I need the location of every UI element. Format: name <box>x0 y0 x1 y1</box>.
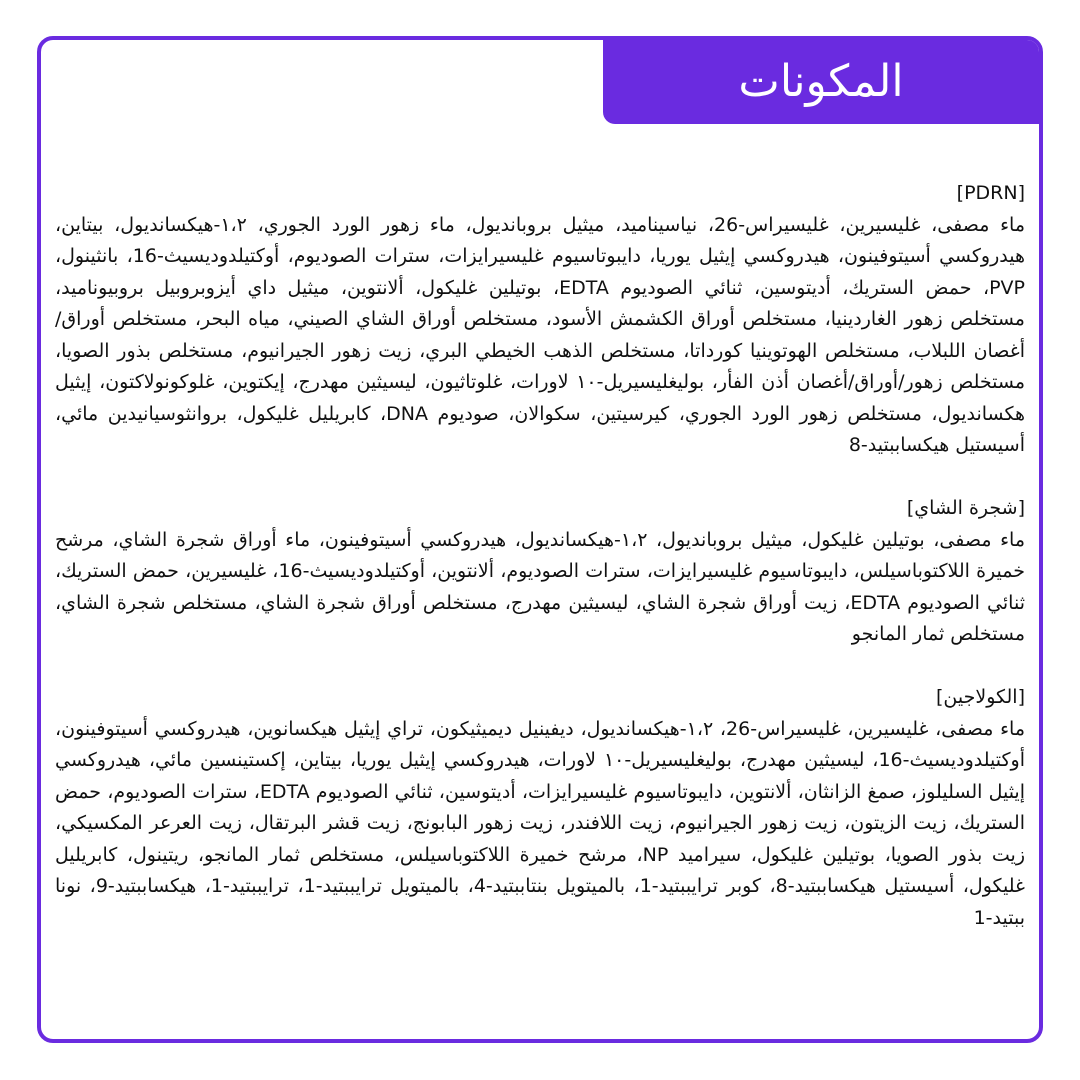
section-heading: [الكولاجين] <box>936 686 1025 708</box>
ingredients-list: ماء مصفى، غليسيرين، غليسيراس-26، ١،٢-هيكسانديول، ديفينيل ديميثيكون، تراي إيثيل هيكسانوين، هيدروكسي أسيتوفينون، أوكتيلدوديسيث-16، ليسيثين مهدرج، بوليغليسيريل-١٠ لاورات، هيدروكسي إيثيل يوريا، بيتاين، إكستينسين مائي، هيدروكسي إيثيل السليلوز، صمغ الزانثان، ألانتوين، دايبوتاسيوم غليسيرايزات، أديتوسين، ثنائي الصوديوم EDTA، سترات الصوديوم، حمض الستريك، زيت الزيتون، زيت زهور الجيرانيوم، زيت اللافندر، زيت زهور البابونج، زيت قشر البرتقال، زيت العرعر المكسيكي، زيت بذور الصويا، بوتيلين غليكول، سيراميد NP، مرشح خميرة اللاكتوباسيلس، مستخلص ثمار المانجو، ريتينول، كابريليل غليكول، أسيستيل هيكساببتيد-8، كوبر ترايببتيد-1، بالميتويل بنتاببتيد-4، بالميتويل ترايببتيد-1، ترايببتيد-1، هيكساببتيد-9، نونا ببتيد-1 <box>55 717 1026 929</box>
ingredients-list: ماء مصفى، بوتيلين غليكول، ميثيل بروبانديول، ١،٢-هيكسانديول، هيدروكسي أسيتوفينون، ماء أوراق شجرة الشاي، مرشح خميرة اللاكتوباسيلس، دايبوتاسيوم غليسيرايزات، سترات الصوديوم، ألانتوين، أوكتيلدوديسيث-16، غليسيرين، حمض الستريك، ثنائي الصوديوم EDTA، زيت أوراق شجرة الشاي، ليسيثين مهدرج، مستخلص أوراق شجرة الشاي، مستخلص شجرة الشاي، مستخلص ثمار المانجو <box>55 528 1026 645</box>
ingredients-card <box>37 36 1043 1043</box>
page-title: المكونات <box>738 56 904 107</box>
section-heading: [شجرة الشاي] <box>906 497 1025 519</box>
section-tea-tree <box>55 493 1025 651</box>
section-heading: [PDRN] <box>956 182 1025 204</box>
ingredients-list: ماء مصفى، غليسيرين، غليسيراس-26، نياسيناميد، ميثيل بروبانديول، ماء زهور الورد الجوري، ١،٢-هيكسانديول، بيتاين، هيدروكسي أسيتوفينون، هيدروكسي إيثيل يوريا، دايبوتاسيوم غليسيرايزات، سترات الصوديوم، أوكتيلدوديسيث-16، بانثينول، PVP، حمض الستريك، أديتوسين، ثنائي الصوديوم EDTA، بوتيلين غليكول، ألانتوين، ميثيل داي أيزوبروبيل بروبيوناميد، مستخلص زهور الغاردينيا، مستخلص أوراق الكشمش الأسود، مستخلص أوراق الشاي الصيني، مياه البحر، مستخلص أوراق/أغصان اللبلاب، مستخلص الهوتوينيا كورداتا، مستخلص الذهب الخيطي البري، زيت زهور الجيرانيوم، مستخلص بذور الصويا، مستخلص زهور/أوراق/أغصان أذن الفأر، بوليغليسيريل-١٠ لاورات، غلوتاثيون، ليسيثين مهدرج، إيكتوين، غلوكونولاكتون، إيثيل هكسانديول، مستخلص زهور الورد الجوري، كيرسيتين، سكوالان، صوديوم DNA، كابريليل غليكول، بروانثوسيانيدين مائي، أسيستيل هيكساببتيد-8 <box>55 213 1026 456</box>
section-collagen <box>55 682 1025 934</box>
section-pdrn <box>55 178 1025 462</box>
title-tab <box>603 40 1039 124</box>
ingredients-content <box>55 178 1025 934</box>
